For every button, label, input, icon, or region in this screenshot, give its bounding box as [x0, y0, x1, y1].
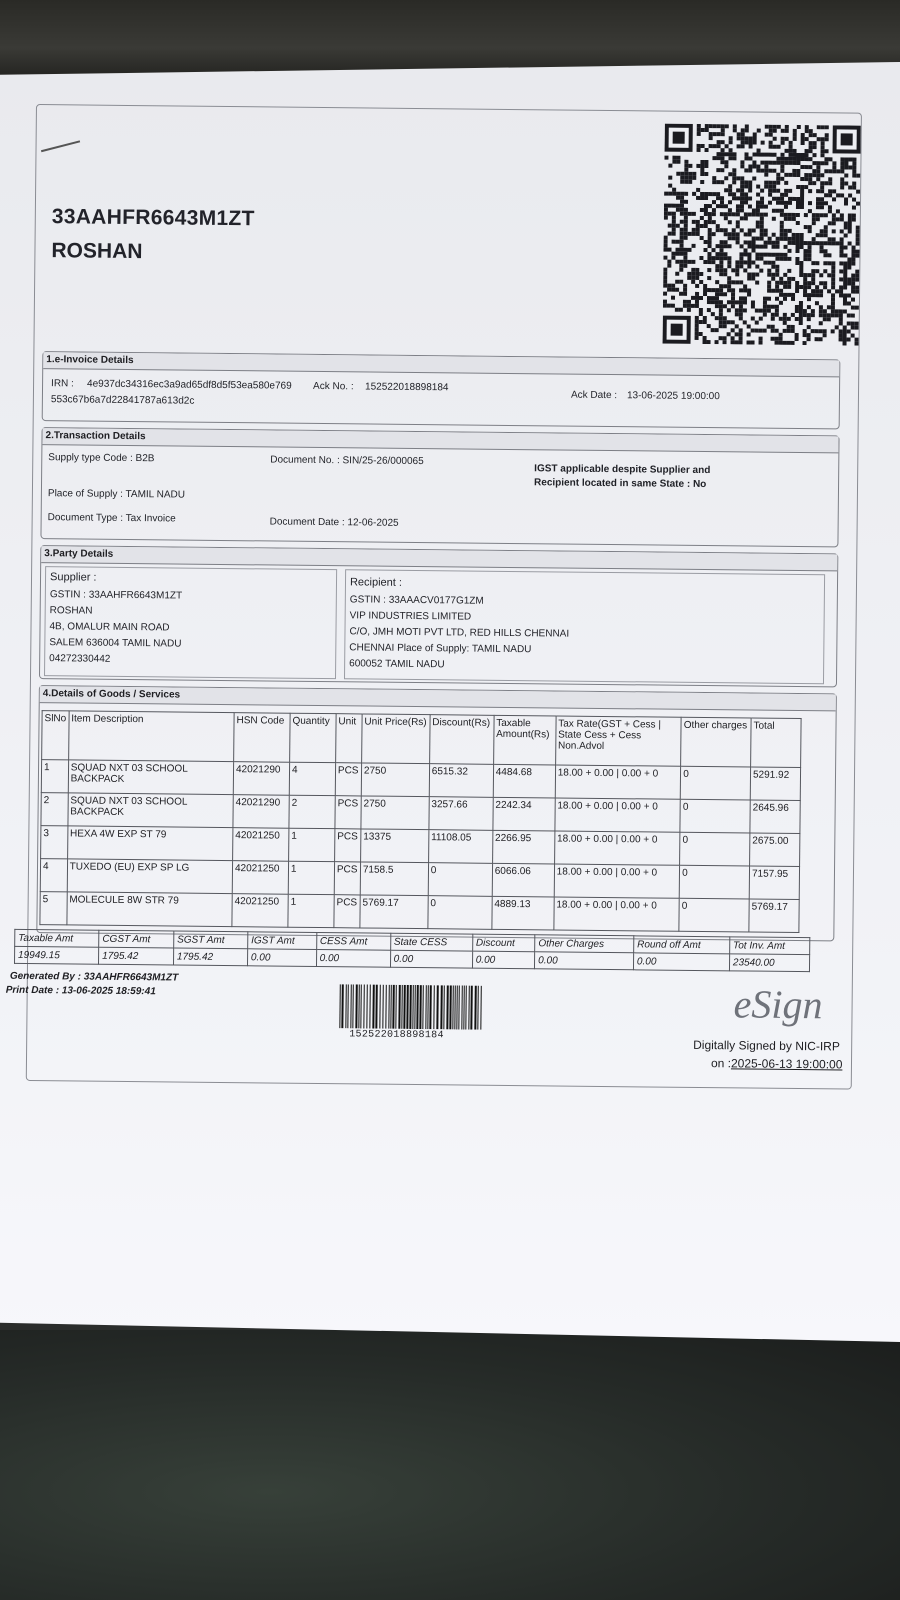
signed-on: [711, 1056, 843, 1071]
cell-unit-price: 2750: [361, 763, 429, 797]
total-value-igst: 0.00: [247, 949, 316, 967]
irn-value-line1: 4e937dc34316ec3a9ad65df8d5f53ea580e769: [87, 378, 292, 392]
total-value-sgst: 1795.42: [173, 948, 247, 966]
cell-other-charges: 0: [679, 898, 749, 932]
cell-quantity: 1: [288, 861, 334, 894]
total-label-invoice-amount: Tot Inv. Amt: [729, 937, 809, 955]
cell-tax-rate: 18.00 + 0.00 | 0.00 + 0: [554, 897, 680, 931]
ack-date-label: Ack Date :: [570, 389, 618, 402]
barcode: [337, 984, 485, 1030]
cell-quantity: 1: [289, 828, 335, 861]
einvoice-details-section: [42, 351, 841, 429]
section-title: 3.Party Details: [41, 546, 837, 571]
cell-discount: 0: [428, 863, 492, 897]
cell-hsn: 42021290: [233, 762, 289, 796]
col-header-taxable-amount: Taxable Amount(Rs): [493, 715, 555, 765]
cell-unit: PCS: [335, 763, 361, 796]
seller-gstin-heading: 33AAHFR6643M1ZT: [51, 205, 255, 231]
col-header-unit-price: Unit Price(Rs): [362, 714, 430, 764]
cell-slno: 3: [41, 826, 68, 859]
cell-taxable-amount: 4889.13: [492, 896, 554, 930]
totals-table: [14, 929, 810, 972]
igst-note-line2: Recipient located in same State : No: [534, 477, 707, 491]
igst-note-line1: IGST applicable despite Supplier and: [534, 463, 711, 477]
supplier-phone: 04272330442: [49, 653, 111, 665]
place-of-supply: Place of Supply : TAMIL NADU: [47, 488, 186, 501]
cell-description: TUXEDO (EU) EXP SP LG: [67, 859, 233, 894]
cell-taxable-amount: 4484.68: [493, 764, 555, 798]
cell-tax-rate: 18.00 + 0.00 | 0.00 + 0: [555, 765, 681, 799]
col-header-total: Total: [751, 718, 802, 768]
background-cloth: [0, 1330, 900, 1600]
cell-unit-price: 7158.5: [360, 862, 428, 896]
table-row: [40, 892, 799, 933]
cell-total: 7157.95: [749, 866, 799, 900]
esign-logo: eSign: [733, 981, 823, 1028]
irn-value-line2: 553c67b6a7d22841787a613d2c: [50, 394, 195, 407]
document-type: Document Type : Tax Invoice: [47, 512, 176, 525]
col-header-hsn: HSN Code: [234, 713, 290, 763]
cell-taxable-amount: 2266.95: [492, 830, 554, 864]
supplier-gstin: GSTIN : 33AAHFR6643M1ZT: [49, 589, 183, 602]
transaction-details-section: [40, 427, 839, 547]
cell-description: MOLECULE 8W STR 79: [67, 892, 233, 927]
recipient-box: [344, 569, 825, 684]
col-header-discount: Discount(Rs): [429, 715, 493, 765]
total-value-round-off: 0.00: [633, 953, 729, 971]
document-number: Document No. : SIN/25-26/000065: [270, 454, 424, 468]
goods-services-section: [36, 685, 837, 941]
recipient-address-line1: C/O, JMH MOTI PVT LTD, RED HILLS CHENNAI: [349, 626, 570, 640]
cell-description: HEXA 4W EXP ST 79: [67, 826, 233, 861]
supplier-heading: Supplier :: [49, 571, 97, 584]
col-header-quantity: Quantity: [290, 713, 336, 762]
print-date: Print Date : 13-06-2025 18:59:41: [5, 984, 156, 998]
cell-tax-rate: 18.00 + 0.00 | 0.00 + 0: [554, 831, 680, 865]
total-value-other-charges: 0.00: [535, 952, 634, 970]
cell-total: 5769.17: [749, 899, 799, 933]
cell-taxable-amount: 6066.06: [492, 863, 554, 897]
cell-slno: 2: [41, 793, 68, 826]
cell-tax-rate: 18.00 + 0.00 | 0.00 + 0: [555, 798, 681, 832]
total-value-invoice-amount: 23540.00: [729, 954, 809, 972]
generated-by: Generated By : 33AAHFR6643M1ZT: [9, 970, 179, 984]
total-value-cgst: 1795.42: [99, 947, 174, 965]
seller-name-heading: ROSHAN: [51, 239, 143, 264]
cell-unit: PCS: [334, 895, 360, 928]
recipient-address-line3: 600052 TAMIL NADU: [349, 658, 445, 671]
cell-hsn: 42021290: [233, 795, 289, 829]
cell-discount: 11108.05: [428, 830, 492, 864]
party-details-section: [39, 545, 838, 687]
cell-other-charges: 0: [679, 865, 749, 899]
irn-label: IRN :: [51, 378, 74, 390]
total-label-taxable: Taxable Amt: [15, 929, 99, 947]
barcode-number: 152522018898184: [349, 1029, 444, 1042]
cell-discount: 3257.66: [429, 797, 493, 831]
cell-unit: PCS: [334, 862, 360, 895]
col-header-tax-rate: Tax Rate(GST + Cess | State Cess + Cess Non.Advol: [555, 716, 681, 766]
signed-on-date: 2025-06-13 19:00:00: [730, 1056, 843, 1072]
cell-description: SQUAD NXT 03 SCHOOL BACKPACK: [68, 760, 234, 795]
section-title: 2.Transaction Details: [42, 428, 838, 453]
recipient-heading: Recipient :: [349, 576, 403, 589]
ack-no-value: 152522018898184: [364, 381, 449, 394]
document-date: Document Date : 12-06-2025: [269, 516, 399, 529]
recipient-address-line2: CHENNAI Place of Supply: TAMIL NADU: [349, 642, 532, 656]
cell-other-charges: 0: [680, 799, 750, 833]
cell-unit-price: 13375: [360, 829, 428, 863]
col-header-unit: Unit: [336, 714, 362, 763]
supply-type-code: Supply type Code : B2B: [48, 452, 155, 465]
qr-code: [663, 124, 861, 346]
e-invoice-document: [5, 104, 862, 1090]
cell-total: 5291.92: [750, 767, 800, 801]
section-title: 1.e-Invoice Details: [43, 352, 839, 377]
supplier-name: ROSHAN: [49, 605, 93, 617]
total-value-taxable: 19949.15: [15, 946, 99, 964]
cell-unit-price: 2750: [361, 796, 429, 830]
recipient-gstin: GSTIN : 33AAACV0177G1ZM: [349, 594, 484, 607]
cell-slno: 1: [41, 760, 68, 793]
total-label-discount: Discount: [472, 934, 535, 952]
section-title: 4.Details of Goods / Services: [40, 686, 836, 711]
goods-table: [39, 710, 801, 933]
cell-total: 2645.96: [750, 800, 800, 834]
cell-hsn: 42021250: [233, 828, 289, 862]
pen-mark: [41, 140, 80, 152]
cell-description: SQUAD NXT 03 SCHOOL BACKPACK: [68, 793, 234, 828]
col-header-other-charges: Other charges: [681, 717, 751, 767]
cell-taxable-amount: 2242.34: [493, 797, 555, 831]
cell-unit-price: 5769.17: [360, 895, 428, 929]
cell-tax-rate: 18.00 + 0.00 | 0.00 + 0: [554, 864, 680, 898]
signed-on-prefix: on :: [710, 1056, 732, 1071]
ack-no-label: Ack No. :: [313, 380, 354, 393]
digitally-signed-text: Digitally Signed by NIC-IRP: [693, 1037, 840, 1054]
cell-slno: 5: [40, 892, 67, 925]
col-header-slno: SlNo: [42, 711, 69, 760]
total-label-cgst: CGST Amt: [99, 930, 174, 948]
ack-date-value: 13-06-2025 19:00:00: [626, 390, 720, 403]
cell-other-charges: 0: [680, 766, 750, 800]
supplier-address-line1: 4B, OMALUR MAIN ROAD: [49, 621, 170, 634]
total-label-state-cess: State CESS: [390, 933, 472, 951]
cell-quantity: 2: [289, 795, 335, 828]
cell-hsn: 42021250: [232, 861, 288, 895]
recipient-name: VIP INDUSTRIES LIMITED: [349, 610, 472, 623]
total-value-discount: 0.00: [472, 951, 535, 969]
total-label-cess: CESS Amt: [316, 932, 390, 950]
total-label-round-off: Round off Amt: [634, 936, 730, 954]
total-label-other-charges: Other Charges: [535, 935, 634, 953]
cell-unit: PCS: [334, 829, 360, 862]
cell-discount: 0: [428, 896, 492, 930]
cell-quantity: 4: [289, 762, 335, 795]
cell-slno: 4: [40, 859, 67, 892]
total-value-state-cess: 0.00: [390, 950, 472, 968]
cell-hsn: 42021250: [232, 894, 288, 928]
cell-total: 2675.00: [750, 833, 800, 867]
cell-quantity: 1: [288, 894, 334, 927]
cell-unit: PCS: [335, 796, 361, 829]
total-label-sgst: SGST Amt: [174, 931, 248, 949]
col-header-description: Item Description: [68, 711, 234, 762]
cell-discount: 6515.32: [429, 764, 493, 798]
total-value-cess: 0.00: [316, 949, 390, 967]
goods-table-header: [42, 711, 801, 768]
cell-other-charges: 0: [680, 832, 750, 866]
supplier-address-line2: SALEM 636004 TAMIL NADU: [49, 637, 182, 650]
total-label-igst: IGST Amt: [248, 932, 317, 950]
supplier-box: [44, 566, 337, 679]
